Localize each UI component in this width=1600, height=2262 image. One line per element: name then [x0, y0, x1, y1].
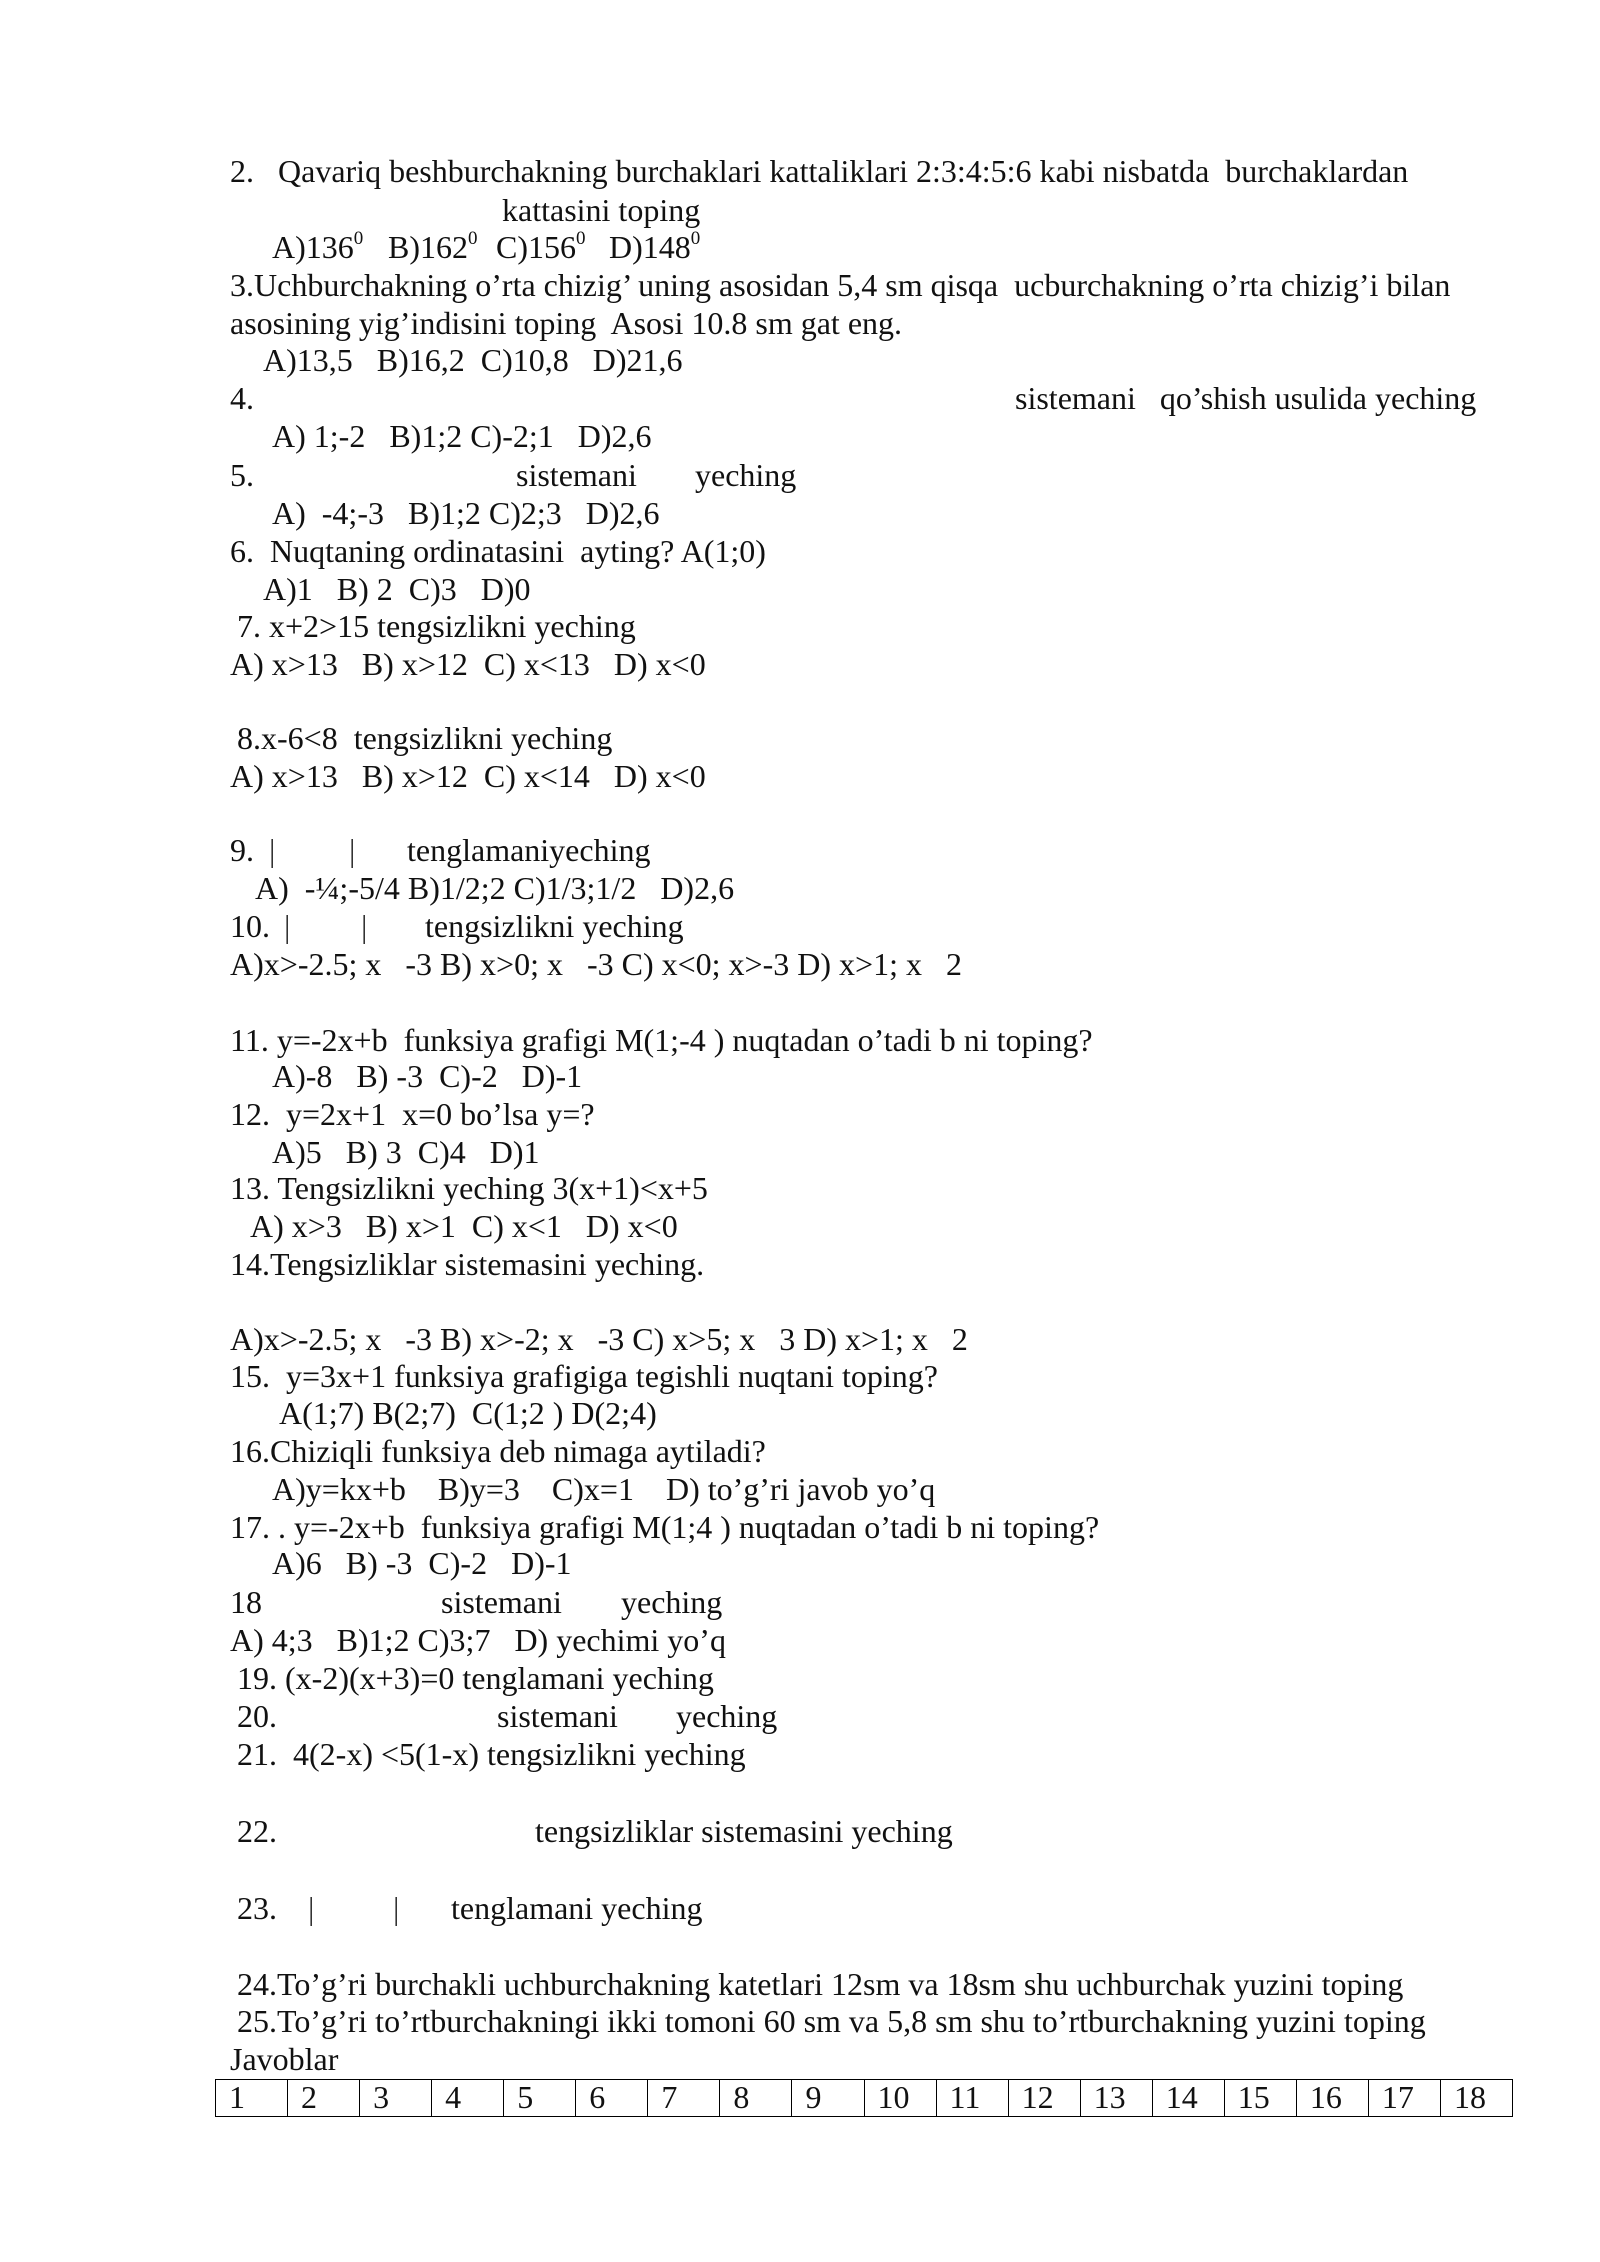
question-18-options: A) 4;3 B)1;2 C)3;7 D) yechimi yo’q [230, 1622, 726, 1658]
option-label: B)162 [388, 229, 468, 265]
question-2-option-a [272, 228, 363, 266]
answers-table [215, 2079, 1513, 2117]
question-9-text: tenglamaniyeching [407, 832, 651, 868]
question-18-number: 18 [230, 1584, 262, 1620]
question-17-options: A)6 B) -3 C)-2 D)-1 [272, 1545, 572, 1581]
question-20-number: 20. [237, 1698, 277, 1734]
question-18-word-sistemani: sistemani [441, 1584, 562, 1620]
absolute-value-bar-left: | [269, 832, 276, 868]
question-3-options: A)13,5 B)16,2 C)10,8 D)21,6 [263, 342, 683, 378]
question-18-word-yeching: yeching [621, 1584, 723, 1620]
question-9-number: 9. [230, 832, 254, 868]
absolute-value-bar-left: | [308, 1890, 315, 1926]
question-2-text: 2. Qavariq beshburchakning burchaklari kattaliklari 2:3:4:5:6 kabi nisbatda burchaklardan [230, 153, 1409, 189]
question-16-text: 16.Chiziqli funksiya deb nimaga aytiladi? [230, 1433, 766, 1469]
question-5-options: A) -4;-3 B)1;2 C)2;3 D)2,6 [272, 495, 660, 531]
question-11-options: A)-8 B) -3 C)-2 D)-1 [272, 1058, 583, 1094]
question-10-options: A)x>-2.5; x -3 B) x>0; x -3 C) x<0; x>-3 D) x>1; x 2 [230, 946, 962, 982]
answer-cell: 3 [360, 2080, 432, 2117]
question-8-text: 8.x-6<8 tengsizlikni yeching [237, 720, 613, 756]
question-22-text: tengsizliklar sistemasini yeching [535, 1813, 953, 1849]
question-2-option-b [388, 228, 478, 266]
degree-superscript: 0 [468, 228, 478, 250]
question-6-options: A)1 B) 2 C)3 D)0 [263, 571, 531, 607]
answer-cell: 7 [648, 2080, 720, 2117]
question-22-number: 22. [237, 1813, 277, 1849]
question-8-options: A) x>13 B) x>12 C) x<14 D) x<0 [230, 758, 706, 794]
answer-cell: 2 [288, 2080, 360, 2117]
question-23-text: tenglamani yeching [451, 1890, 703, 1926]
option-label: A)136 [272, 229, 354, 265]
question-16-options: A)y=kx+b B)y=3 C)x=1 D) to’g’ri javob yo’q [272, 1471, 936, 1507]
answer-cell: 16 [1297, 2080, 1369, 2117]
question-3-text-continued: asosining yig’indisini toping Asosi 10.8 sm gat eng. [230, 305, 903, 341]
answer-cell: 1 [216, 2080, 288, 2117]
question-25-text: 25.To’g’ri to’rtburchakningi ikki tomoni 60 sm va 5,8 sm shu to’rtburchakning yuzini toping [237, 2003, 1426, 2039]
question-10-text: tengsizlikni yeching [425, 908, 684, 944]
question-14-text: 14.Tengsizliklar sistemasini yeching. [230, 1246, 705, 1282]
question-15-options: A(1;7) B(2;7) C(1;2 ) D(2;4) [279, 1395, 657, 1431]
absolute-value-bar-left: | [284, 908, 291, 944]
question-3-text: 3.Uchburchakning o’rta chizig’ uning asosidan 5,4 sm qisqa ucburchakning o’rta chizig’i bilan [230, 267, 1451, 303]
question-10-number: 10. [230, 908, 270, 944]
question-7-text: 7. x+2>15 tengsizlikni yeching [237, 608, 636, 644]
answer-cell: 10 [865, 2080, 937, 2117]
question-7-options: A) x>13 B) x>12 C) x<13 D) x<0 [230, 646, 706, 682]
absolute-value-bar-right: | [349, 832, 356, 868]
question-4-text: sistemani qo’shish usulida yeching [1015, 380, 1477, 416]
question-15-text: 15. y=3x+1 funksiya grafigiga tegishli nuqtani toping? [230, 1358, 938, 1394]
absolute-value-bar-right: | [361, 908, 368, 944]
answer-cell: 13 [1081, 2080, 1153, 2117]
answer-cell: 12 [1009, 2080, 1081, 2117]
answer-cell: 9 [792, 2080, 864, 2117]
answer-cell: 14 [1153, 2080, 1225, 2117]
question-13-text: 13. Tengsizlikni yeching 3(x+1)<x+5 [230, 1170, 708, 1206]
question-19-text: 19. (x-2)(x+3)=0 tenglamani yeching [237, 1660, 714, 1696]
question-5-number: 5. [230, 457, 254, 493]
answer-cell: 5 [504, 2080, 576, 2117]
question-4-number: 4. [230, 380, 254, 416]
question-5-word-yeching: yeching [695, 457, 797, 493]
answers-title: Javoblar [230, 2041, 339, 2077]
answer-cell: 8 [720, 2080, 792, 2117]
question-20-word-sistemani: sistemani [497, 1698, 618, 1734]
question-20-word-yeching: yeching [676, 1698, 778, 1734]
answer-cell: 11 [937, 2080, 1009, 2117]
question-14-options: A)x>-2.5; x -3 B) x>-2; x -3 C) x>5; x 3 D) x>1; x 2 [230, 1321, 968, 1357]
question-4-options: A) 1;-2 B)1;2 C)-2;1 D)2,6 [272, 418, 652, 454]
question-9-options: A) -¼;-5/4 B)1/2;2 C)1/3;1/2 D)2,6 [255, 870, 735, 906]
question-12-text: 12. y=2x+1 x=0 bo’lsa y=? [230, 1096, 595, 1132]
question-11-text: 11. y=-2x+b funksiya grafigi M(1;-4 ) nuqtadan o’tadi b ni toping? [230, 1022, 1093, 1058]
question-2-text-continued: kattasini toping [502, 192, 701, 228]
answer-cell: 17 [1369, 2080, 1441, 2117]
question-24-text: 24.To’g’ri burchakli uchburchakning katetlari 12sm va 18sm shu uchburchak yuzini toping [237, 1966, 1404, 2002]
answer-cell: 4 [432, 2080, 504, 2117]
question-21-text: 21. 4(2-x) <5(1-x) tengsizlikni yeching [237, 1736, 746, 1772]
answer-cell: 18 [1441, 2080, 1513, 2117]
question-23-number: 23. [237, 1890, 277, 1926]
answer-cell: 6 [576, 2080, 648, 2117]
answer-cell: 15 [1225, 2080, 1297, 2117]
degree-superscript: 0 [353, 228, 364, 250]
question-5-word-sistemani: sistemani [516, 457, 637, 493]
option-label: C)156 [496, 229, 576, 265]
degree-superscript: 0 [690, 228, 701, 250]
absolute-value-bar-right: | [393, 1890, 400, 1926]
question-2-option-d [609, 228, 700, 266]
question-13-options: A) x>3 B) x>1 C) x<1 D) x<0 [250, 1208, 678, 1244]
degree-superscript: 0 [576, 228, 586, 250]
question-6-text: 6. Nuqtaning ordinatasini ayting? A(1;0) [230, 533, 766, 569]
option-label: D)148 [609, 229, 691, 265]
question-12-options: A)5 B) 3 C)4 D)1 [272, 1134, 540, 1170]
question-2-option-c [496, 228, 586, 266]
question-17-text: 17. . y=-2x+b funksiya grafigi M(1;4 ) nuqtadan o’tadi b ni toping? [230, 1509, 1100, 1545]
